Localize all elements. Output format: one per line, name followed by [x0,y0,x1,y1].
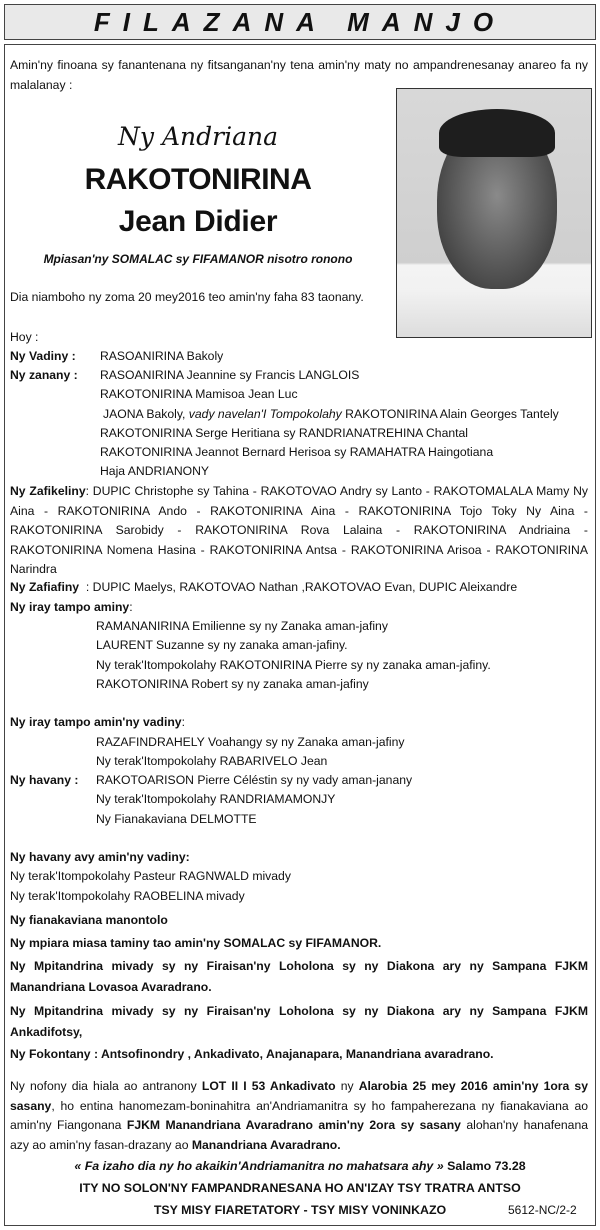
havany-line: Ny terak'Itompokolahy RANDRIAMAMONJY [96,792,336,806]
tampo-aminy-colon: : [129,600,133,614]
zafikeliny-text: : DUPIC Christophe sy Tahina - RAKOTOVAO Andry sy Lanto - RAKOTOMALALA Mamy Ny Aina - RAKOTONIRINA Ando - RAKOTONIRINA Aina - RAKOTONIRINA Tojo Toky Ny Aina - RAKOTONIRINA Sarobidy - RAKOTONIRINA Rova Lalaina - RAKOTONIRINA Andriaina - RAKOTONIRINA Nomena Hasina - RAKOTONIRINA Antsa - RAKOTONIRINA Arisoa - RAKOTONIRINA Narindra [10,484,589,577]
zanany-line: RASOANIRINA Jeannine sy Francis LANGLOIS [100,368,360,382]
notice-statement: ITY NO SOLON'NY FAMPANDRANESANA HO AN'IZAY TSY TRATRA ANTSO [79,1181,521,1195]
zanany-line [103,405,559,425]
fianakaviana-line: Ny fianakaviana manontolo [10,913,168,927]
tampo-vadiny-line: RAZAFINDRAHELY Voahangy sy ny Zanaka aman-jafiny [96,735,405,749]
zanany-line: RAKOTONIRINA Serge Heritiana sy RANDRIANATREHINA Chantal [100,426,468,440]
zanany-line: RAKOTONIRINA Jeannot Bernard Herisoa sy RAMAHATRA Haingotiana [100,445,494,459]
funeral-address: LOT II I 53 Ankadivato [201,1079,336,1093]
zanany-line: RAKOTONIRINA Mamisoa Jean Luc [100,387,298,401]
portrait-photo [396,88,592,338]
deceased-surname: RAKOTONIRINA [84,163,312,196]
mpitandrina-ankadifotsy: Ny Mpitandrina mivady sy ny Firaisan'ny Loholona sy ny Diakona ary ny Sampana FJKM Ankadifotsy, [10,1004,588,1039]
hoy-label: Hoy : [10,330,39,344]
zanany-line3-a: JAONA Bakoly, [103,407,189,421]
tampo-aminy-heading [10,598,133,618]
tampo-vadiny-line: Ny terak'Itompokolahy RABARIVELO Jean [96,754,328,768]
zafiafiny-label: Ny Zafiafiny [10,580,80,594]
vadiny-value: RASOANIRINA Bakoly [100,349,224,363]
quote-text: « Fa izaho dia ny ho akaikin'Andriamanitra no mahatsara ahy » [74,1159,444,1173]
havany-vadiny-line: Ny terak'Itompokolahy RAOBELINA mivady [10,889,245,903]
havany-vadiny-line: Ny terak'Itompokolahy Pasteur RAGNWALD mivady [10,869,291,883]
tampo-aminy-line: Ny terak'Itompokolahy RAKOTONIRINA Pierre sy ny zanaka aman-jafiny. [96,658,491,672]
mpitandrina-lovasoa: Ny Mpitandrina mivady sy ny Firaisan'ny Loholona sy ny Diakona ary ny Sampana FJKM Manandriana Lovasoa Avaradrano. [10,959,588,994]
zanany-line: Haja ANDRIANONY [100,464,210,478]
bible-quote [0,1159,600,1173]
tampo-aminy-label: Ny iray tampo aminy [10,600,130,614]
intro-text: Amin'ny finoana sy fanantenana ny fitsanganan'ny tena amin'ny maty no ampandrenesanay anareo fa ny malalanay : [10,58,588,92]
funeral-text: Ny nofony dia hiala ao antranony [10,1079,202,1093]
no-wreaths-statement: TSY MISY FIARETATORY - TSY MISY VONINKAZO [153,1203,447,1217]
funeral-burial-place: Manandriana Avaradrano. [191,1137,341,1152]
death-date: Dia niamboho ny zoma 20 mey2016 teo amin'ny faha 83 taonany. [10,290,364,304]
mpiara-line: Ny mpiara miasa taminy tao amin'ny SOMALAC sy FIFAMANOR. [10,936,382,950]
portrait-hair [439,109,555,157]
deceased-role: Mpiasan'ny SOMALAC sy FIFAMANOR nisotro ronono [43,252,353,266]
page-title: FILAZANA MANJO [4,4,596,40]
havany-line: RAKOTOARISON Pierre Céléstin sy ny vady aman-janany [96,773,413,787]
funeral-church: FJKM Manandriana Avaradrano amin'ny 2ora sy sasany [126,1118,461,1133]
tampo-aminy-line: RAKOTONIRINA Robert sy ny zanaka aman-jafiny [96,677,369,691]
funeral-text: alohan'ny hanafenana azy ao amin'ny fasan-drazany ao [10,1118,589,1152]
quote-reference: Salamo 73.28 [443,1159,526,1173]
deceased-given-name: Jean Didier [118,205,278,238]
zafikeliny-paragraph [10,482,588,580]
honorific: Ny Andriana [118,122,278,151]
zafiafiny-line [10,578,517,598]
tampo-vadiny-colon: : [181,715,185,729]
zanany-line3-b: vady navelan'I Tompokolahy [188,407,342,421]
vadiny-label: Ny Vadiny : [10,349,76,363]
zafikeliny-label: Ny Zafikeliny [10,484,86,498]
funeral-text: ny [335,1079,359,1093]
funeral-text: , ho entina hanomezam-boninahitra an'Andriamanitra sy ho fampaherezana ny fianakaviana ao amin'ny Fiangonana [10,1098,588,1133]
havany-vadiny-label: Ny havany avy amin'ny vadiny: [10,850,190,864]
tampo-aminy-line: RAMANANIRINA Emilienne sy ny Zanaka aman-jafiny [96,619,388,633]
funeral-date: Alarobia 25 mey 2016 amin'ny 1ora sy sasany [10,1079,588,1113]
zafiafiny-value: : DUPIC Maelys, RAKOTOVAO Nathan ,RAKOTOVAO Evan, DUPIC Aleixandre [85,580,518,594]
funeral-paragraph [10,1077,588,1155]
havany-label: Ny havany : [10,773,79,787]
portrait-shirt [397,289,592,338]
zanany-label: Ny zanany : [10,368,78,382]
zanany-line3-c: RAKOTONIRINA Alain Georges Tantely [341,407,559,421]
tampo-aminy-line: LAURENT Suzanne sy ny zanaka aman-jafiny. [96,638,348,652]
fokontany-line: Ny Fokontany : Antsofinondry , Ankadivato, Anajanapara, Manandriana avaradrano. [10,1047,494,1061]
havany-line: Ny Fianakaviana DELMOTTE [96,812,257,826]
reference-code: 5612-NC/2-2 [508,1203,577,1217]
tampo-vadiny-label: Ny iray tampo amin'ny vadiny [10,715,182,729]
tampo-vadiny-heading [10,713,185,733]
